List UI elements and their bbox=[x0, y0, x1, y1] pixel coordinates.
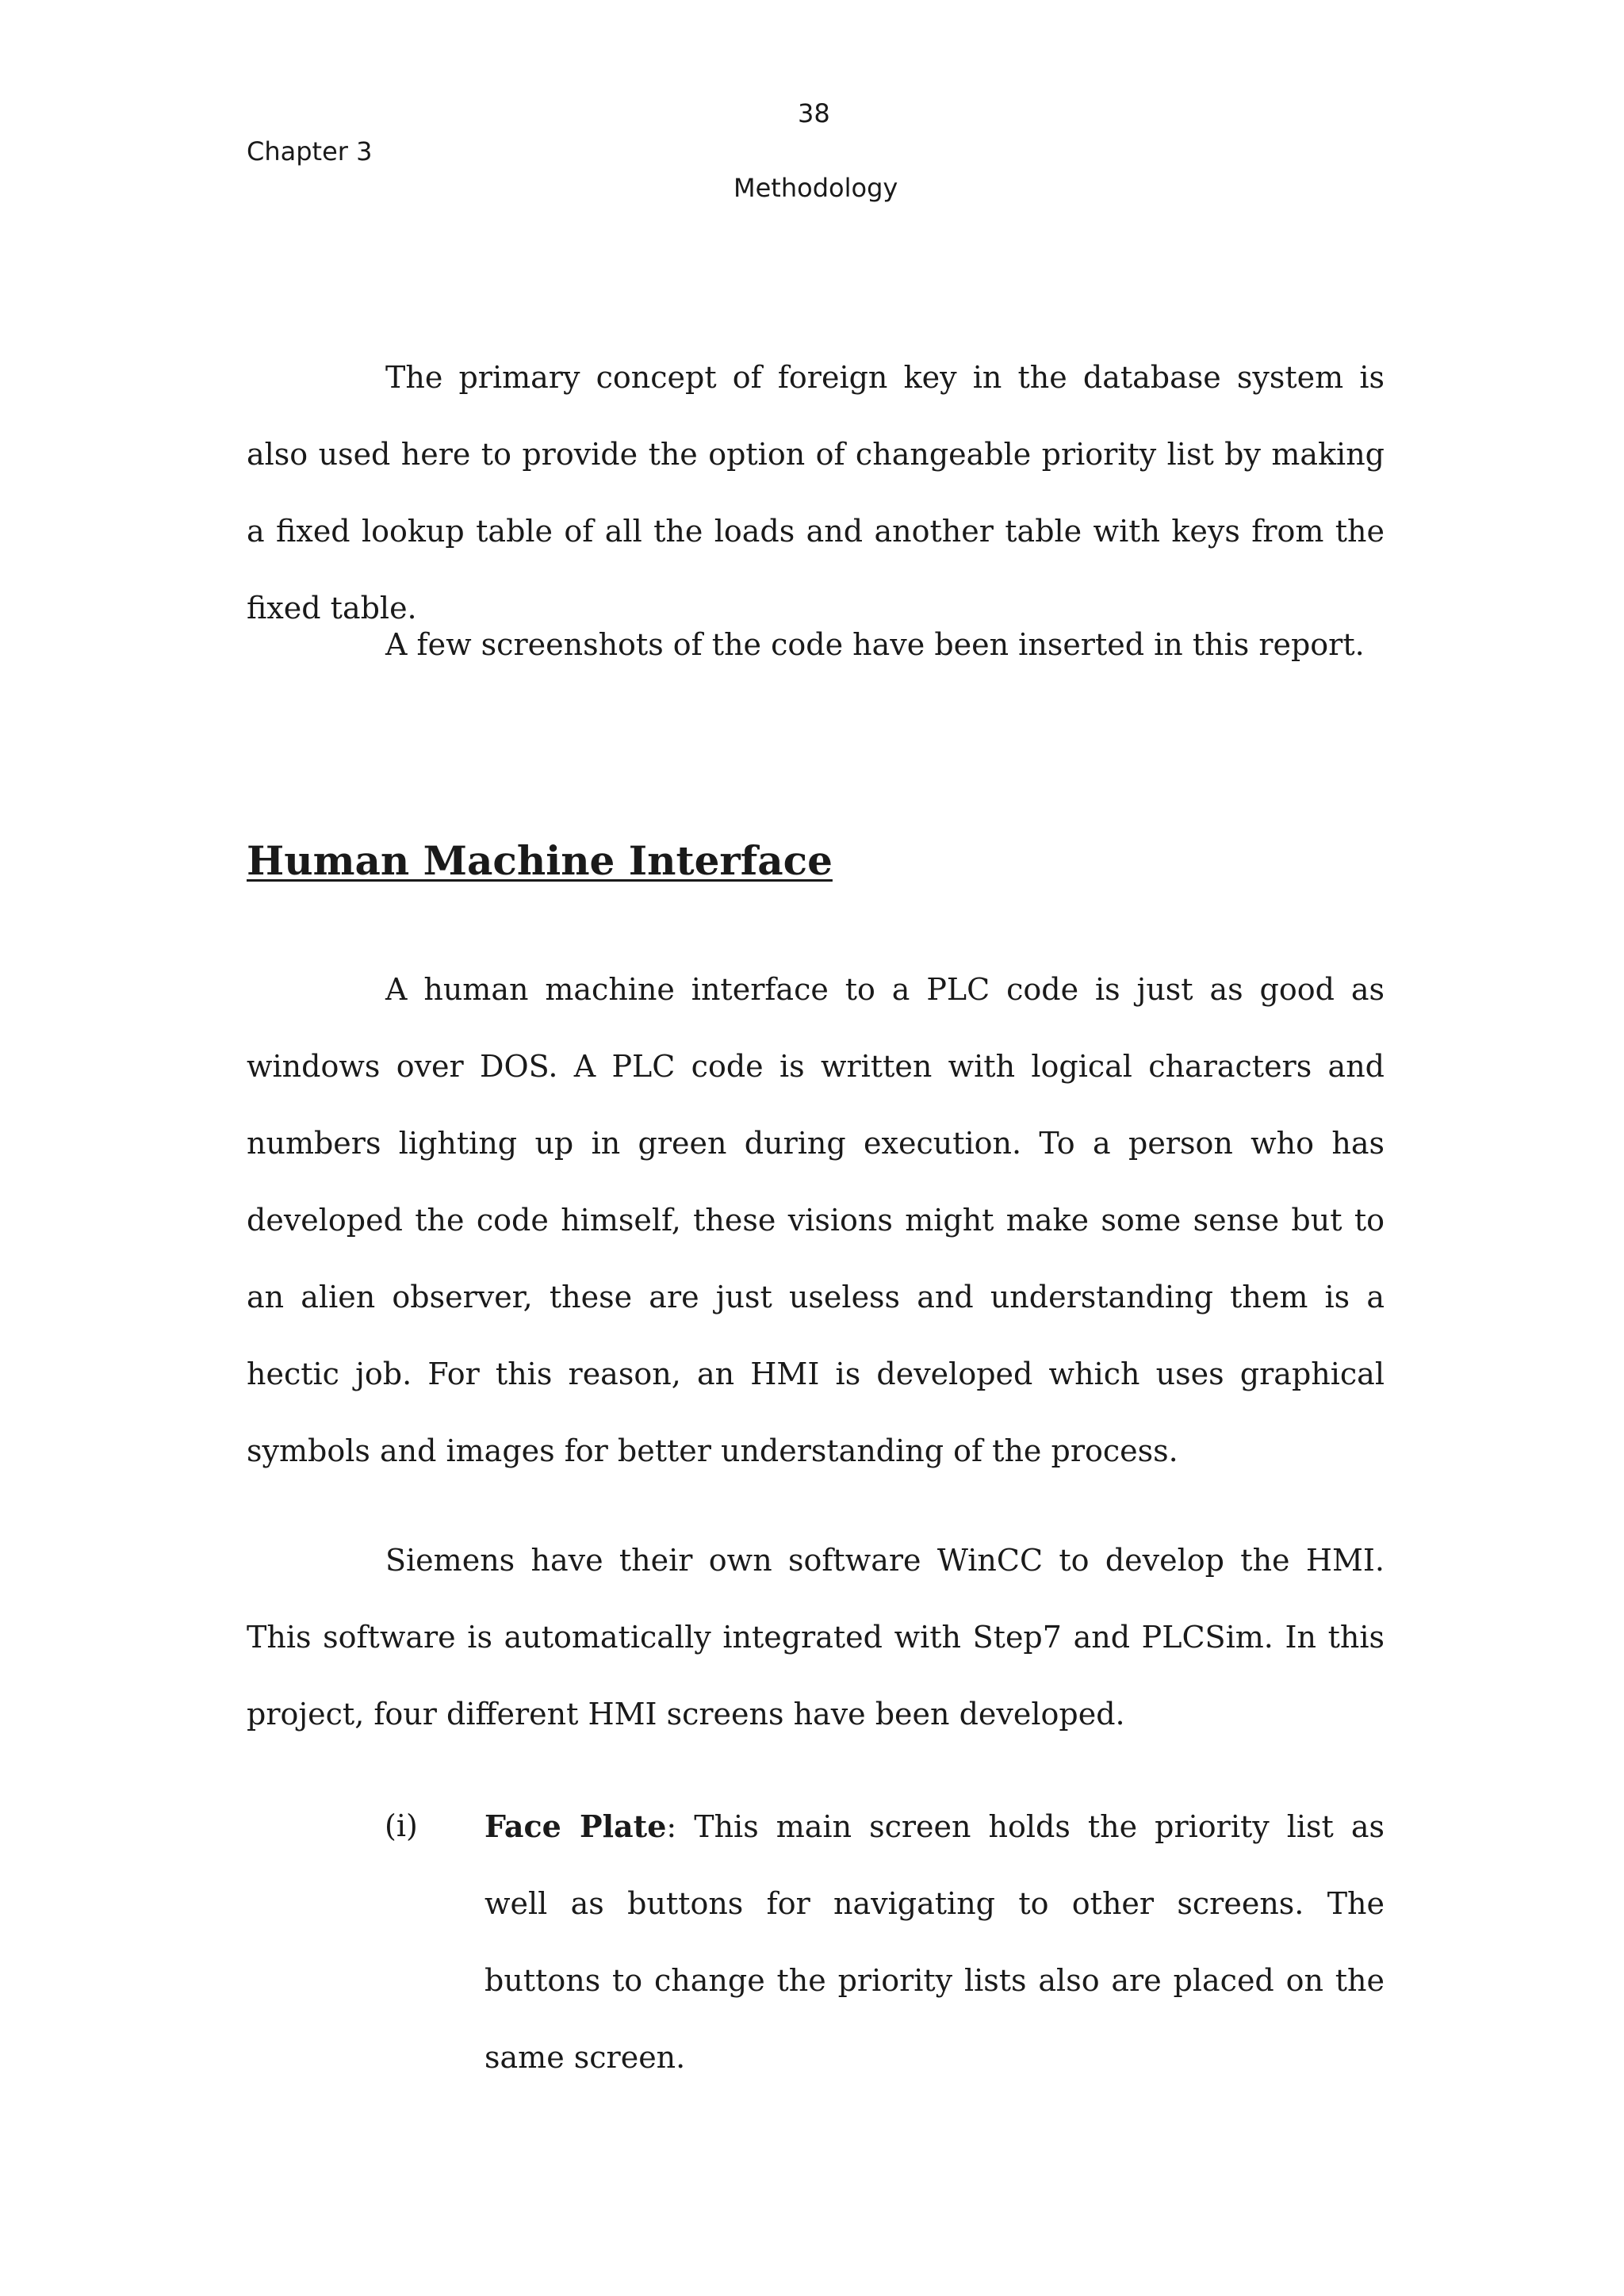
section-label: Methodology bbox=[733, 173, 898, 203]
paragraph-hmi-intro: A human machine interface to a PLC code is just as good as windows over DOS. A PLC code is written with logical characters and numbers lighting up in green during execution. To a person who has developed the code himself, these visions might make some sense but to an alien observer, these are just useless and understanding them is a hectic job. For this reason, an HMI is developed which uses graphical symbols and images for better understanding of the process. bbox=[247, 972, 1385, 1468]
list-item-term: Face Plate bbox=[485, 1808, 667, 1844]
list-item-text: : This main screen holds the priority list as well as buttons for navigating to other screens. The buttons to change the priority lists also are placed on the same screen. bbox=[485, 1809, 1385, 2075]
paragraph-screenshots: A few screenshots of the code have been inserted in this report. bbox=[385, 627, 1365, 662]
list-marker: (i) bbox=[385, 1808, 418, 1843]
chapter-label: Chapter 3 bbox=[247, 136, 373, 166]
page-number: 38 bbox=[798, 98, 830, 128]
list-item-body bbox=[485, 1788, 1385, 2096]
paragraph-foreign-key: The primary concept of foreign key in the database system is also used here to provide the option of changeable priority list by making a fixed lookup table of all the loads and another table with keys from the fixed table. bbox=[247, 360, 1385, 626]
section-heading: Human Machine Interface bbox=[247, 837, 833, 884]
paragraph-wincc: Siemens have their own software WinCC to develop the HMI. This software is automatically integrated with Step7 and PLCSim. In this project, four different HMI screens have been developed. bbox=[247, 1543, 1385, 1732]
